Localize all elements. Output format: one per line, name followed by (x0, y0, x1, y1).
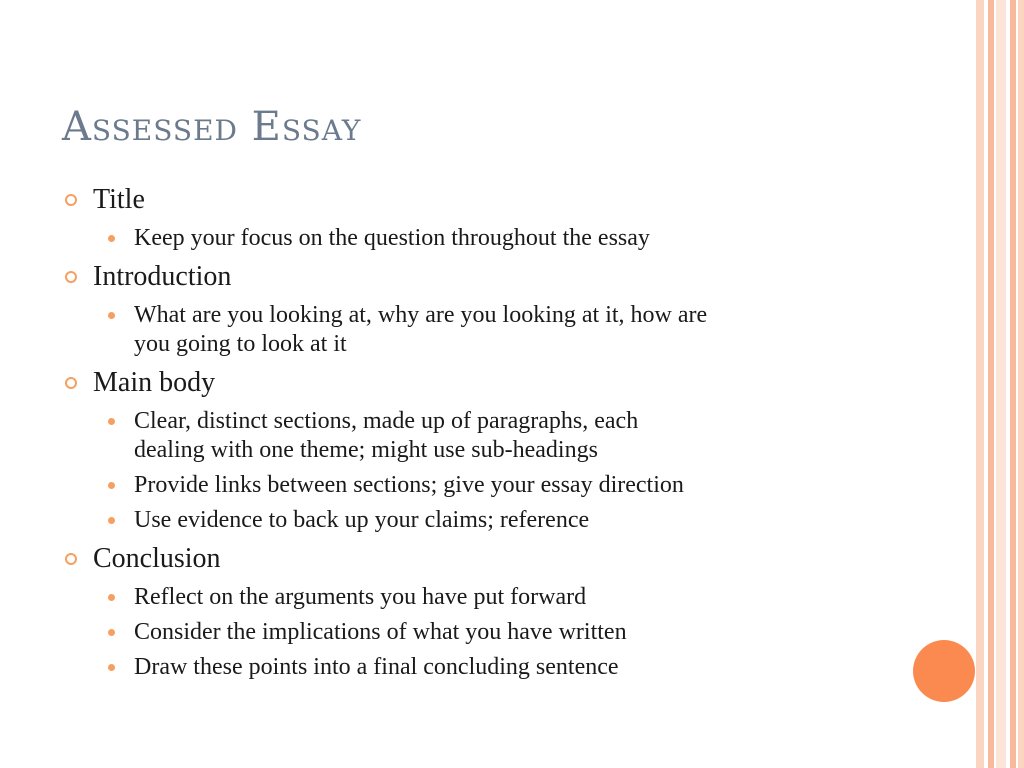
dot-bullet-icon (108, 312, 115, 319)
section-main-body (62, 365, 882, 401)
list-item-text: Reflect on the arguments you have put forward (134, 584, 587, 610)
list-item (62, 618, 882, 647)
list-item-text-line: you going to look at it (134, 331, 347, 357)
stripe-2 (988, 0, 994, 768)
list-item-text-line: What are you looking at, why are you looking at it, how are (134, 302, 708, 328)
stripe-5 (1018, 0, 1024, 768)
list-item-text: Consider the implications of what you have written (134, 619, 627, 645)
list-item-text: Draw these points into a final concluding sentence (134, 654, 619, 680)
dot-bullet-icon (108, 594, 115, 601)
list-item (62, 471, 882, 500)
list-item (62, 407, 882, 465)
slide-title: Assessed Essay (62, 104, 362, 150)
list-item-text: Keep your focus on the question throughout the essay (134, 225, 650, 251)
list-item (62, 653, 882, 682)
stripe-1 (976, 0, 984, 768)
section-heading: Conclusion (93, 543, 221, 574)
list-item (62, 506, 882, 535)
list-item-text-line: Clear, distinct sections, made up of paragraphs, each (134, 408, 639, 434)
stripe-4 (1010, 0, 1016, 768)
ring-bullet-icon (65, 194, 77, 206)
list-item (62, 224, 882, 253)
ring-bullet-icon (65, 553, 77, 565)
dot-bullet-icon (108, 629, 115, 636)
section-heading: Title (93, 184, 145, 215)
section-title (62, 182, 882, 218)
section-heading: Introduction (93, 261, 232, 292)
list-item-text: Provide links between sections; give your essay direction (134, 472, 684, 498)
list-item (62, 301, 882, 359)
section-introduction (62, 259, 882, 295)
dot-bullet-icon (108, 482, 115, 489)
dot-bullet-icon (108, 664, 115, 671)
list-item-text-line: dealing with one theme; might use sub-headings (134, 437, 598, 463)
section-conclusion (62, 541, 882, 577)
stripe-3 (996, 0, 1006, 768)
slide-content (62, 182, 882, 682)
ring-bullet-icon (65, 271, 77, 283)
ring-bullet-icon (65, 377, 77, 389)
decorative-circle (913, 640, 975, 702)
dot-bullet-icon (108, 517, 115, 524)
decorative-side-stripes (976, 0, 1024, 768)
dot-bullet-icon (108, 235, 115, 242)
dot-bullet-icon (108, 418, 115, 425)
list-item-text: Use evidence to back up your claims; reference (134, 507, 590, 533)
list-item (62, 583, 882, 612)
section-heading: Main body (93, 367, 216, 398)
